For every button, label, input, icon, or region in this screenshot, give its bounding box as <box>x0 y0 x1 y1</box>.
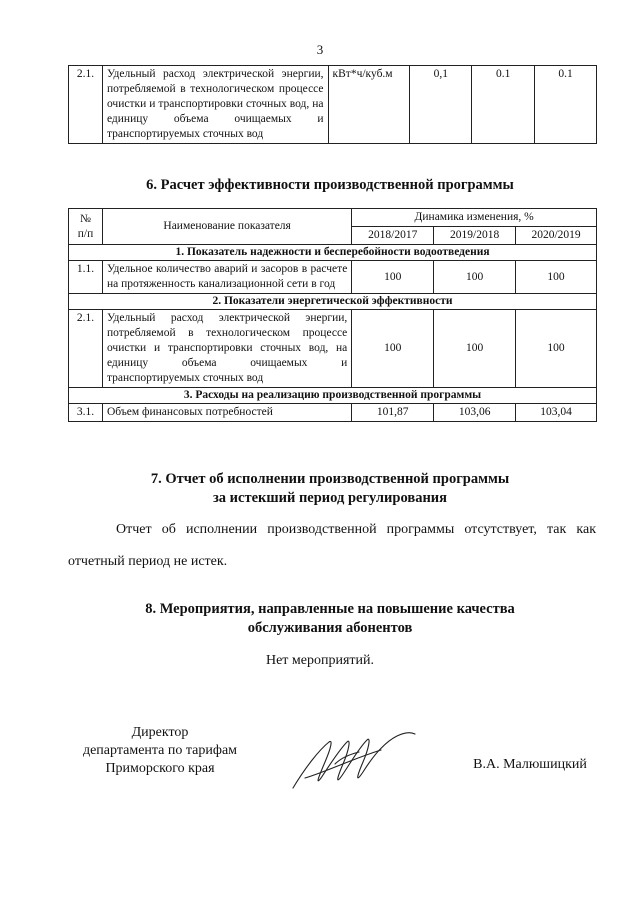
table-row <box>69 66 597 144</box>
section8-text: Нет мероприятий. <box>265 653 375 668</box>
signatory-name: В.А. Малюшицкий <box>473 757 587 772</box>
indicator-name: Удельный расход электрической энергии, потребляемой в технологическом процессе очистки и транспортировки сточных вод, на единицу объема очищаемых и транспортируемых сточных вод <box>102 310 351 388</box>
col-num-line2: п/п <box>77 227 94 240</box>
value-cell: 100 <box>352 261 434 294</box>
indicator-name: Объем финансовых потребностей <box>102 404 351 422</box>
value-cell: 0.1 <box>472 66 535 144</box>
table-header-row <box>69 209 597 227</box>
section8-title-line2: обслуживания абонентов <box>247 620 413 636</box>
group-title: 1. Показатель надежности и бесперебойности водоотведения <box>69 245 597 261</box>
group-row <box>69 294 597 310</box>
value-cell: 0.1 <box>535 66 597 144</box>
row-number: 1.1. <box>69 261 103 294</box>
row-number: 2.1. <box>69 66 103 144</box>
period-header: 2019/2018 <box>434 227 516 245</box>
row-number: 3.1. <box>69 404 103 422</box>
table-row <box>69 404 597 422</box>
period-header: 2018/2017 <box>352 227 434 245</box>
section7-title-line2: за истекший период регулирования <box>212 490 448 506</box>
section8-title-line1: 8. Мероприятия, направленные на повышение качества <box>145 601 515 617</box>
top-table <box>68 65 597 144</box>
value-cell: 100 <box>434 261 516 294</box>
section7-title-line1: 7. Отчет об исполнении производственной программы <box>150 471 510 487</box>
table-row <box>69 261 597 294</box>
value-cell: 103,06 <box>434 404 516 422</box>
value-cell: 100 <box>516 310 597 388</box>
col-num-header <box>69 209 103 245</box>
indicator-name: Удельное количество аварий и засоров в расчете на протяженность канализационной сети в год <box>102 261 351 294</box>
group-row <box>69 388 597 404</box>
col-dynamics-header: Динамика изменения, % <box>352 209 597 227</box>
section7-text: Отчет об исполнении производственной программы отсутствует, так как отчетный период не истек. <box>68 522 596 569</box>
group-title: 2. Показатели энергетической эффективности <box>69 294 597 310</box>
section8-title <box>60 600 600 638</box>
value-cell: 100 <box>516 261 597 294</box>
section6-title: 6. Расчет эффективности производственной программы <box>146 177 514 193</box>
efficiency-table <box>68 208 597 422</box>
group-title: 3. Расходы на реализацию производственной программы <box>69 388 597 404</box>
col-num-line1: № <box>79 212 91 225</box>
position-line3: Приморского края <box>105 761 215 776</box>
unit-cell: кВт*ч/куб.м <box>328 66 410 144</box>
value-cell: 103,04 <box>516 404 597 422</box>
row-number: 2.1. <box>69 310 103 388</box>
position-line2: департамента по тарифам <box>82 743 238 758</box>
value-cell: 101,87 <box>352 404 434 422</box>
value-cell: 0,1 <box>410 66 472 144</box>
page-number: 3 <box>316 42 324 57</box>
table-row <box>69 310 597 388</box>
value-cell: 100 <box>434 310 516 388</box>
indicator-name: Удельный расход электрической энергии, потребляемой в технологическом процессе очистки и транспортировки сточных вод, на единицу объема очищаемых и транспортируемых сточных вод <box>102 66 328 144</box>
period-header: 2020/2019 <box>516 227 597 245</box>
section7-title <box>60 470 600 508</box>
group-row <box>69 245 597 261</box>
position-line1: Директор <box>131 725 189 740</box>
col-name-header: Наименование показателя <box>102 209 351 245</box>
signatory-position <box>60 724 260 778</box>
handwritten-signature <box>285 728 425 798</box>
value-cell: 100 <box>352 310 434 388</box>
